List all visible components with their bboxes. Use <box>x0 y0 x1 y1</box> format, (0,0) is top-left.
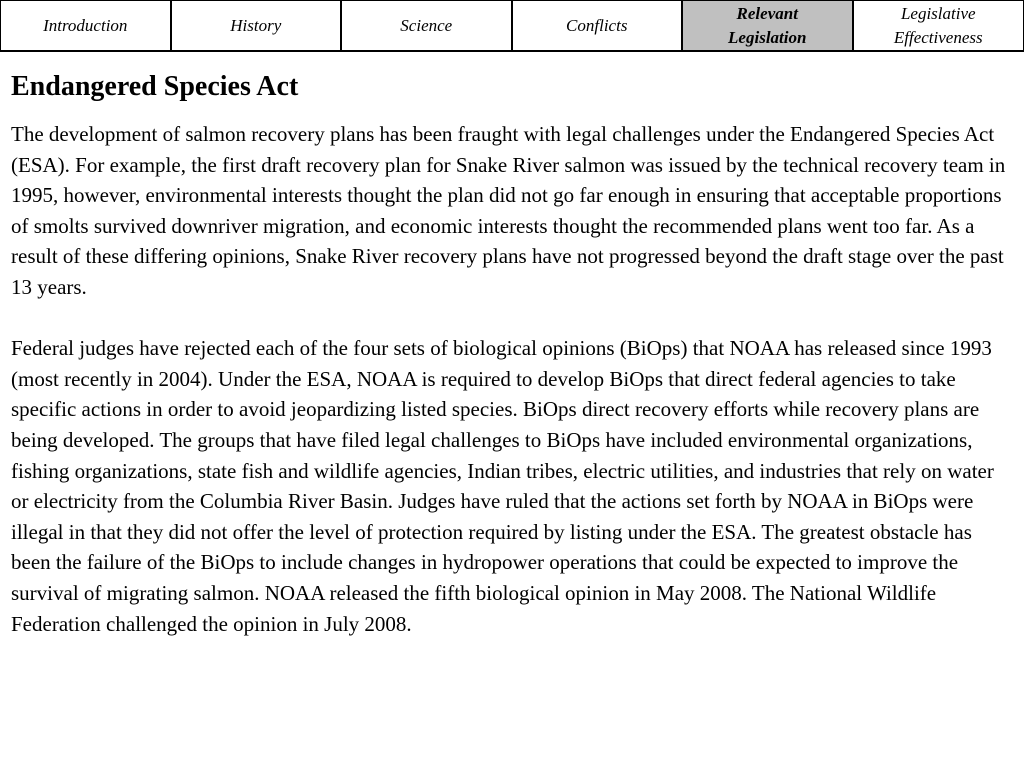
tab-legislative-effectiveness-label: Legislative Effectiveness <box>893 3 983 47</box>
body-paragraph-2: Federal judges have rejected each of the four sets of biological opinions (BiOps) that NOAA has released since 1993 (most recently in 2004). Under the ESA, NOAA is required to develop BiOps that direct federal agencies to take specific actions in order to avoid jeopardizing listed species. BiOps direct recovery efforts while recovery plans are being developed. The groups that have filed legal challenges to BiOps have included environmental organizations, fishing organizations, state fish and wildlife agencies, Indian tribes, electric utilities, and industries that rely on water or electricity from the Columbia River Basin. Judges have ruled that the actions set forth by NOAA in BiOps were illegal in that they did not offer the level of protection required by listing under the ESA. The greatest obstacle has been the failure of the BiOps to include changes in hydropower operations that could be expected to improve the survival of migrating salmon. NOAA released the fifth biological opinion in May 2008. The National Wildlife Federation challenged the opinion in July 2008. <box>11 336 994 636</box>
tab-introduction[interactable] <box>1 1 172 50</box>
tab-history-label: History <box>230 15 282 35</box>
page-title: Endangered Species Act <box>11 71 299 102</box>
tab-conflicts-label: Conflicts <box>566 15 628 35</box>
tab-legislative-effectiveness[interactable] <box>854 1 1024 50</box>
tab-relevant-legislation-label: Relevant Legislation <box>728 3 807 47</box>
tab-bar <box>0 0 1024 52</box>
tab-science[interactable] <box>342 1 513 50</box>
tab-history[interactable] <box>172 1 343 50</box>
tab-conflicts[interactable] <box>513 1 684 50</box>
tab-science-label: Science <box>400 15 453 35</box>
main-content <box>11 68 1016 639</box>
body-paragraph-1: The development of salmon recovery plans has been fraught with legal challenges under the Endangered Species Act (ESA). For example, the first draft recovery plan for Snake River salmon was issued by the technical recovery team in 1995, however, environmental interests thought the plan did not go far enough in ensuring that acceptable proportions of smolts survived downriver migration, and economic interests thought the recommended plans went too far. As a result of these differing opinions, Snake River recovery plans have not progressed beyond the draft stage over the past 13 years. <box>11 122 1006 299</box>
tab-introduction-label: Introduction <box>43 15 128 35</box>
tab-relevant-legislation[interactable] <box>683 1 854 50</box>
